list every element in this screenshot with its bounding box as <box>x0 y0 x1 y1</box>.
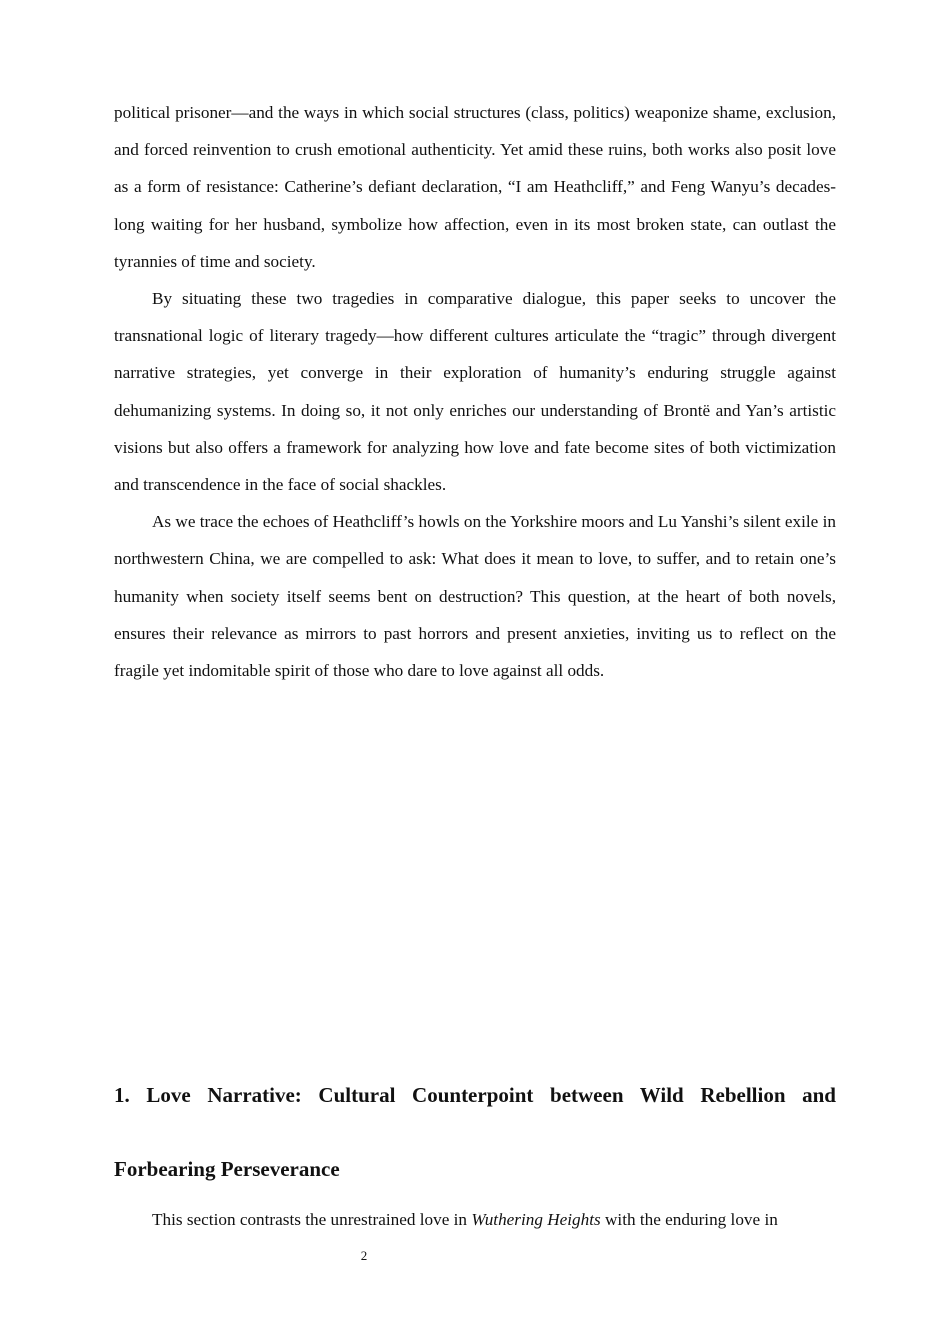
paragraph-comparative-dialogue: By situating these two tragedies in comparative dialogue, this paper seeks to uncover the transnational logic of literary tragedy—how different cultures articulate the “tragic” through divergent narrative strategies, yet converge in their exploration of humanity’s enduring struggle against dehumanizing systems. In doing so, it not only enriches our understanding of Brontë and Yan’s artistic visions but also offers a framework for analyzing how love and fate become sites of both victimization and transcendence in the face of social shackles. <box>114 289 836 495</box>
section-intro-paragraph <box>114 1201 836 1238</box>
page-number: 2 <box>360 1248 368 1263</box>
paragraph-continuation: political prisoner—and the ways in which social structures (class, politics) weaponize shame, exclusion, and forced reinvention to crush emotional authenticity. Yet amid these ruins, both works also posit love as a form of resistance: Catherine’s defiant declaration, “I am Heathcliff,” and Feng Wanyu’s decades-long waiting for her husband, symbolize how affection, even in its most broken state, can outlast the tyrannies of time and society. <box>114 103 836 271</box>
body-text <box>114 94 836 689</box>
section-intro-text-start: This section contrasts the unrestrained love in <box>152 1210 472 1229</box>
section-intro-text-end: with the enduring love in <box>600 1210 778 1229</box>
book-title: Wuthering Heights <box>471 1210 601 1229</box>
section-heading: 1. Love Narrative: Cultural Counterpoint between Wild Rebellion and Forbearing Perseverance <box>114 1083 836 1181</box>
paragraph-echoes: As we trace the echoes of Heathcliff’s howls on the Yorkshire moors and Lu Yanshi’s silent exile in northwestern China, we are compelled to ask: What does it mean to love, to suffer, and to retain one’s humanity when society itself seems bent on destruction? This question, at the heart of both novels, ensures their relevance as mirrors to past horrors and present anxieties, inviting us to reflect on the fragile yet indomitable spirit of those who dare to love against all odds. <box>114 512 836 681</box>
